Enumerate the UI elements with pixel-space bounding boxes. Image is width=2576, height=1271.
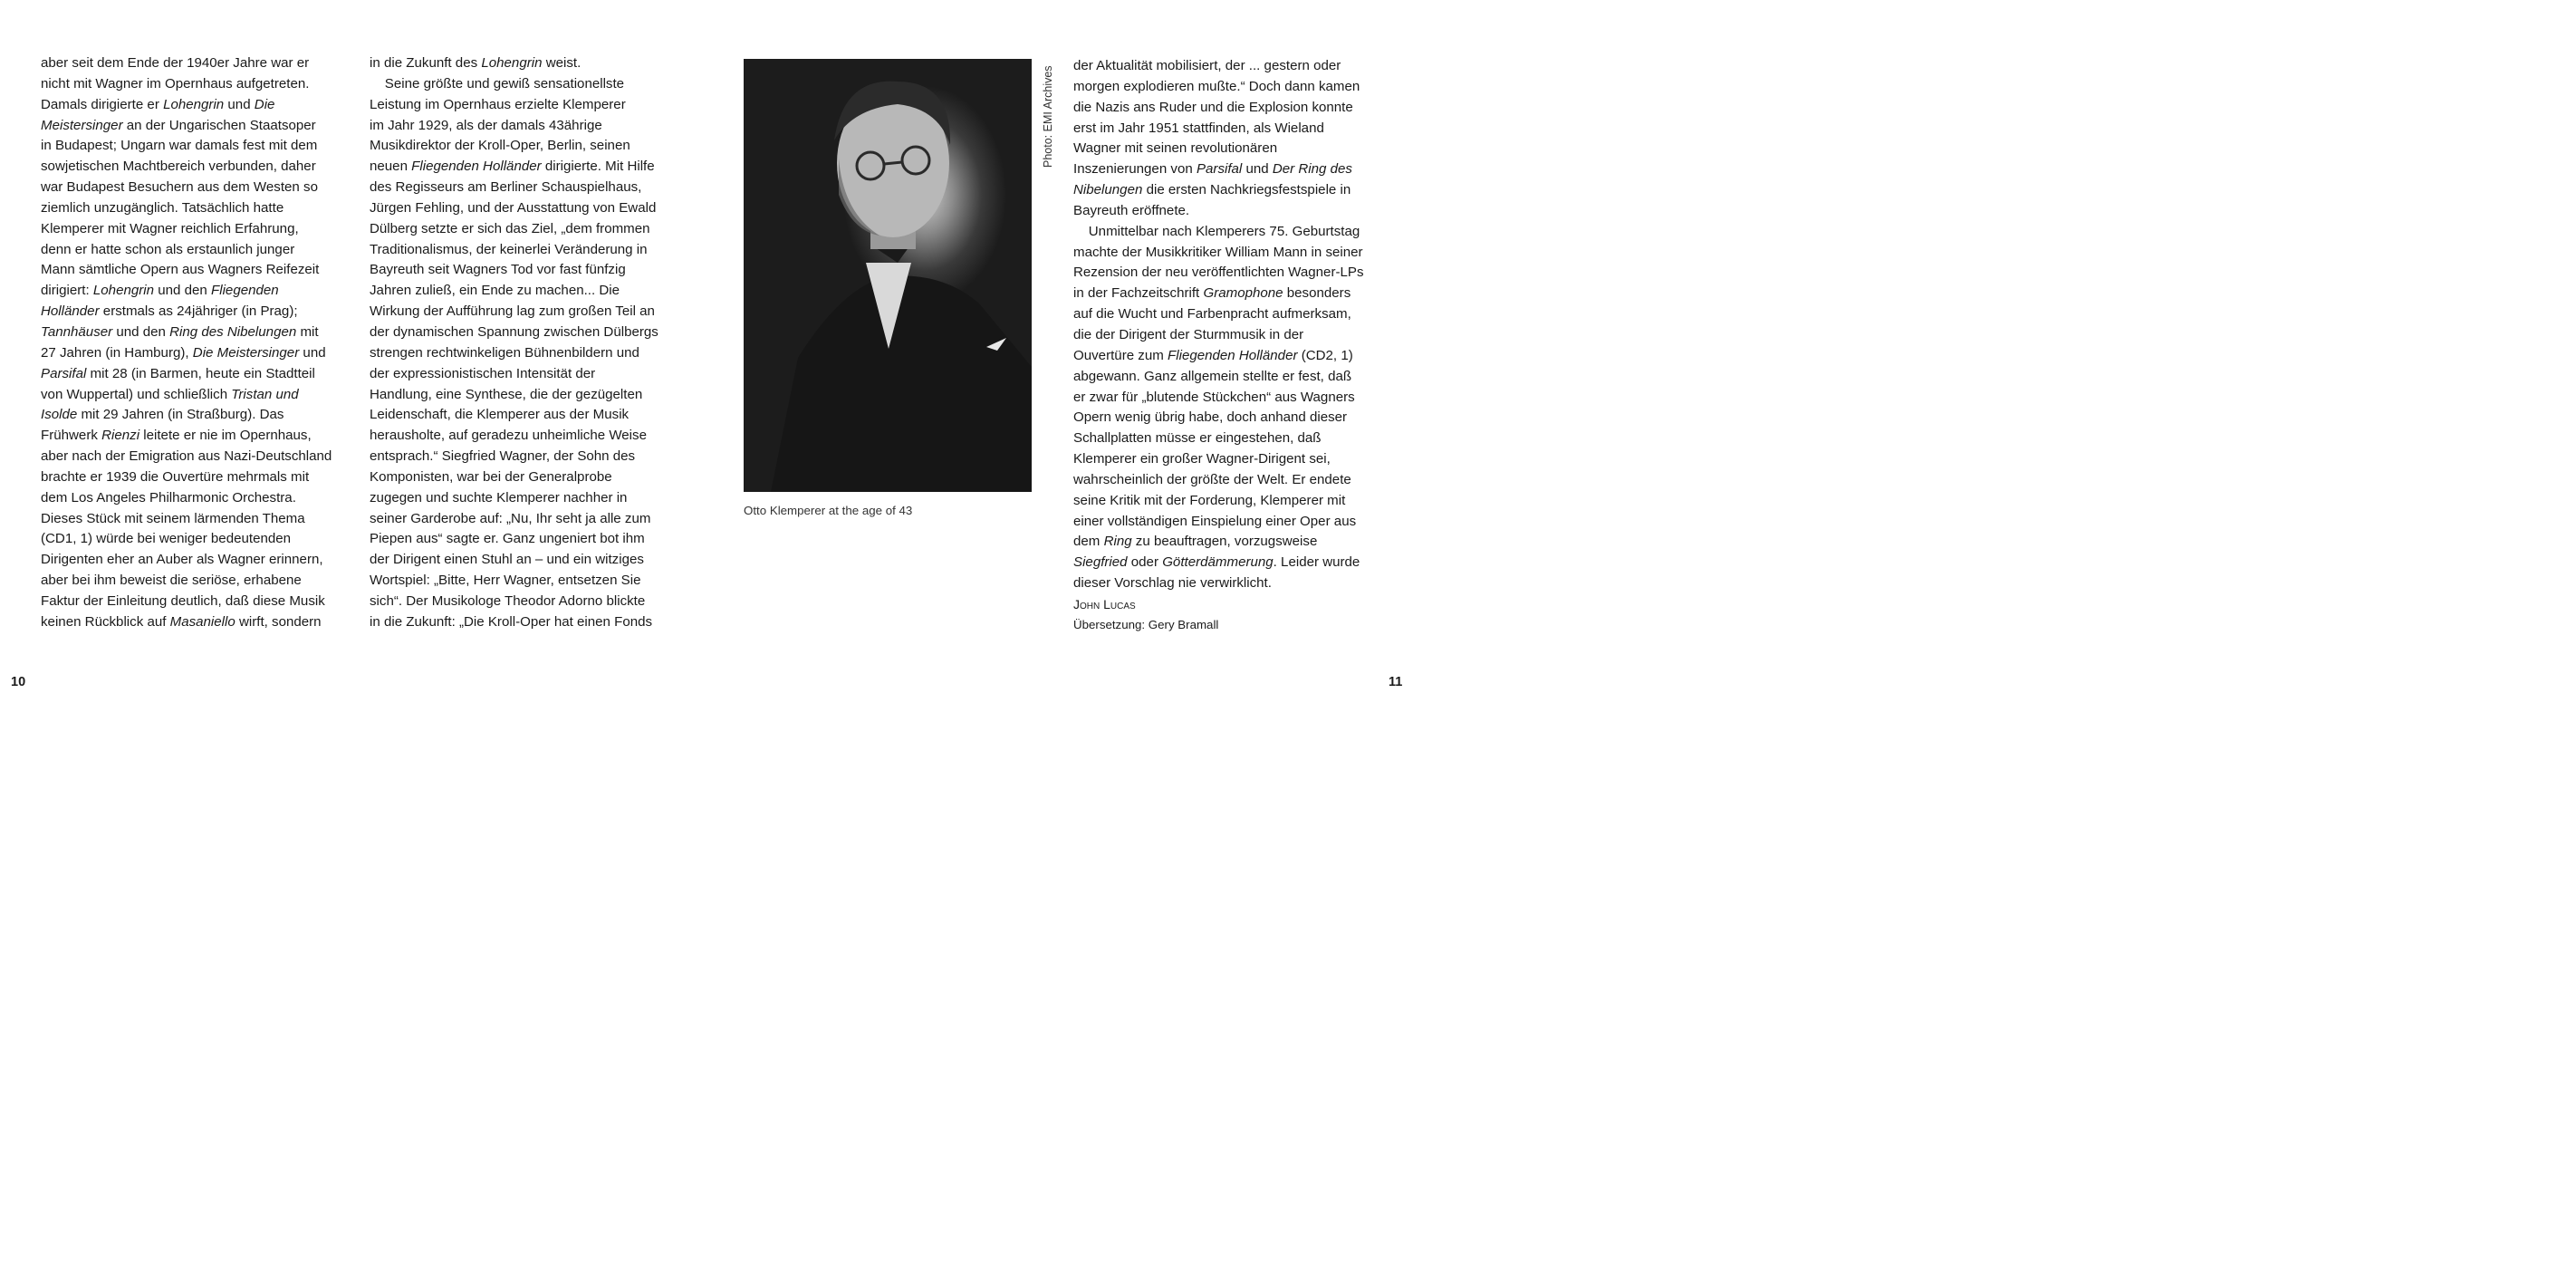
text-line: auf die Wucht und Farbenpracht aufmerksam, (1073, 306, 1351, 323)
text-line: Faktur der Einleitung deutlich, daß diese Musik (41, 592, 325, 609)
text-line: dieser Vorschlag nie verwirklicht. (1073, 575, 1272, 592)
text-line: strengen rechtwinkeligen Bühnenbildern und (370, 344, 639, 361)
text-line: Dieses Stück mit seinem lärmenden Thema (41, 510, 305, 526)
page-number-left: 10 (11, 675, 26, 689)
text-line: Traditionalismus, der keinerlei Veränderung in (370, 241, 648, 257)
text-line: von Wuppertal) und schließlich Tristan und (41, 386, 299, 402)
text-line: abgewann. Ganz allgemein stellte er fest, daß (1073, 368, 1352, 384)
text-line: in Budapest; Ungarn war damals fest mit dem (41, 138, 318, 154)
text-line: denn er hatte schon als erstaunlich junger (41, 241, 295, 257)
text-line: ziemlich unzugänglich. Tatsächlich hatte (41, 199, 284, 216)
page-number-right: 11 (1389, 675, 1403, 689)
text-line: 27 Jahren (in Hamburg), Die Meistersinger und (41, 344, 326, 361)
text-line: seine Kritik mit der Forderung, Klemperer mit (1073, 492, 1346, 508)
text-line: seiner Garderobe auf: „Nu, Ihr seht ja alle zum (370, 510, 651, 526)
text-line: sich“. Der Musikologe Theodor Adorno blickte (370, 592, 646, 609)
text-line: Komponisten, war bei der Generalprobe (370, 468, 612, 485)
text-column-left (41, 53, 353, 633)
text-line: Meistersinger an der Ungarischen Staatsoper (41, 117, 316, 133)
text-line: sowjetischen Machtbereich verbunden, daher (41, 159, 316, 175)
text-line: aber bei ihm beweist die seriöse, erhabene (41, 573, 302, 589)
text-line: die der Dirigent der Sturmmusik in der (1073, 326, 1304, 342)
text-line: Dülberg setzte er sich das Ziel, „dem frommen (370, 220, 650, 236)
text-line: Opern wenig übrig habe, doch anhand dieser (1073, 409, 1348, 426)
text-line: (CD1, 1) würde bei weniger bedeutenden (41, 531, 292, 547)
text-line: Wagner mit seinen revolutionären (1073, 140, 1278, 157)
text-line: der dynamischen Spannung zwischen Dülbergs (370, 323, 658, 340)
text-line: nicht mit Wagner im Opernhaus aufgetreten. (41, 75, 310, 91)
text-line: brachte er 1939 die Ouvertüre mehrmals mit (41, 468, 310, 485)
text-line: Wirkung der Aufführung lag zum großen Teil an (370, 303, 655, 320)
text-line: Nibelungen die ersten Nachkriegsfestspiele in (1073, 182, 1351, 198)
text-line: Musikdirektor der Kroll-Oper, Berlin, seinen (370, 138, 630, 154)
text-line: Klemperer ein großer Wagner-Dirigent sei, (1073, 451, 1331, 467)
text-line: der Aktualität mobilisiert, der ... gestern oder (1073, 58, 1341, 73)
text-line: zugegen und suchte Klemperer nachher in (370, 489, 628, 506)
text-line: neuen Fliegenden Holländer dirigierte. Mit Hilfe (370, 159, 655, 175)
text-line: in der Fachzeitschrift Gramophone besonders (1073, 285, 1351, 302)
text-line: Isolde mit 29 Jahren (in Straßburg). Das (41, 407, 284, 423)
text-line: Piepen aus“ sagte er. Ganz ungeniert bot ihm (370, 531, 645, 547)
text-column-right (1073, 56, 1390, 636)
photo-caption: Otto Klemperer at the age of 43 (744, 504, 913, 517)
text-line: im Jahr 1929, als der damals 43ährige (370, 117, 602, 133)
text-line: Klemperer mit Wagner reichlich Erfahrung, (41, 220, 299, 236)
text-line: Seine größte und gewiß sensationellste (370, 75, 625, 91)
text-line: wahrscheinlich der größte der Welt. Er endete (1073, 471, 1351, 487)
portrait-photo (744, 59, 1032, 492)
text-line: aber seit dem Ende der 1940er Jahre war er (41, 55, 310, 71)
text-line: Parsifal mit 28 (in Barmen, heute ein Stadtteil (41, 365, 315, 381)
author-name: John Lucas (1073, 596, 1136, 611)
text-line: einer vollständigen Einspielung einer Oper aus (1073, 513, 1357, 529)
text-line: des Regisseurs am Berliner Schauspielhaus, (370, 179, 642, 196)
text-line: dirigiert: Lohengrin und den Fliegenden (41, 283, 279, 299)
text-line: Wortspiel: „Bitte, Herr Wagner, entsetzen Sie (370, 573, 641, 589)
text-line: Tannhäuser und den Ring des Nibelungen mit (41, 323, 319, 340)
text-line: morgen explodieren mußte.“ Doch dann kamen (1073, 78, 1360, 94)
text-line: Bayreuth seit Wagners Tod vor fast fünfzig (370, 262, 626, 278)
text-line: war Budapest Besuchern aus dem Westen so (41, 179, 318, 196)
portrait-figure (744, 59, 1032, 492)
text-line: Damals dirigierte er Lohengrin und Die (41, 96, 275, 112)
text-line: dem Los Angeles Philharmonic Orchestra. (41, 489, 296, 506)
text-line: Ouvertüre zum Fliegenden Holländer (CD2, 1) (1073, 347, 1353, 363)
text-line: der Dirigent einen Stuhl an – und ein witziges (370, 552, 644, 568)
text-line: Jahren zuließ, ein Ende zu machen... Die (370, 283, 620, 299)
text-line: Siegfried oder Götterdämmerung. Leider wurde (1073, 554, 1360, 571)
text-line: Rezension der neu veröffentlichten Wagner-LPs (1073, 265, 1364, 281)
translation-credit: Übersetzung: Gery Bramall (1073, 617, 1219, 631)
text-line: in die Zukunft des Lohengrin weist. (370, 55, 582, 71)
text-line: aber nach der Emigration aus Nazi-Deutschland (41, 448, 332, 465)
text-line: herausholte, auf geradezu unheimliche Weise (370, 428, 647, 444)
text-line: Holländer erstmals as 24jähriger (in Prag); (41, 303, 298, 320)
text-line: Leistung im Opernhaus erzielte Klemperer (370, 96, 626, 112)
text-line: der expressionistischen Intensität der (370, 365, 596, 381)
text-line: die Nazis ans Ruder und die Explosion konnte (1073, 99, 1353, 115)
text-line: Mann sämtliche Opern aus Wagners Reifezeit (41, 262, 320, 278)
text-line: Bayreuth eröffnete. (1073, 202, 1190, 218)
text-line: er zwar für „blutende Stückchen“ aus Wagners (1073, 389, 1355, 405)
text-line: Inszenierungen von Parsifal und Der Ring des (1073, 161, 1352, 178)
text-line: Schallplatten müsse er eingestehen, daß (1073, 430, 1322, 447)
text-line: Leidenschaft, die Klemperer aus der Musik (370, 407, 630, 423)
text-column-middle (370, 53, 682, 633)
text-line: Handlung, eine Synthese, die der gezügelten (370, 386, 643, 402)
text-line: dem Ring zu beauftragen, vorzugsweise (1073, 534, 1318, 550)
text-line: Dirigenten eher an Auber als Wagner erinnern, (41, 552, 323, 568)
text-line: machte der Musikkritiker William Mann in seiner (1073, 244, 1363, 260)
text-line: Frühwerk Rienzi leitete er nie im Opernhaus, (41, 428, 312, 444)
photo-credit: Photo: EMI Archives (1042, 65, 1054, 168)
text-line: Jürgen Fehling, und der Ausstattung von Ewald (370, 199, 657, 216)
text-line: keinen Rückblick auf Masaniello wirft, sondern (41, 613, 322, 630)
text-line: erst im Jahr 1951 stattfinden, als Wieland (1073, 120, 1324, 136)
text-line: entsprach.“ Siegfried Wagner, der Sohn des (370, 448, 636, 465)
text-line: Unmittelbar nach Klemperers 75. Geburtstag (1073, 223, 1360, 239)
text-line: in die Zukunft: „Die Kroll-Oper hat einen Fonds (370, 613, 653, 630)
